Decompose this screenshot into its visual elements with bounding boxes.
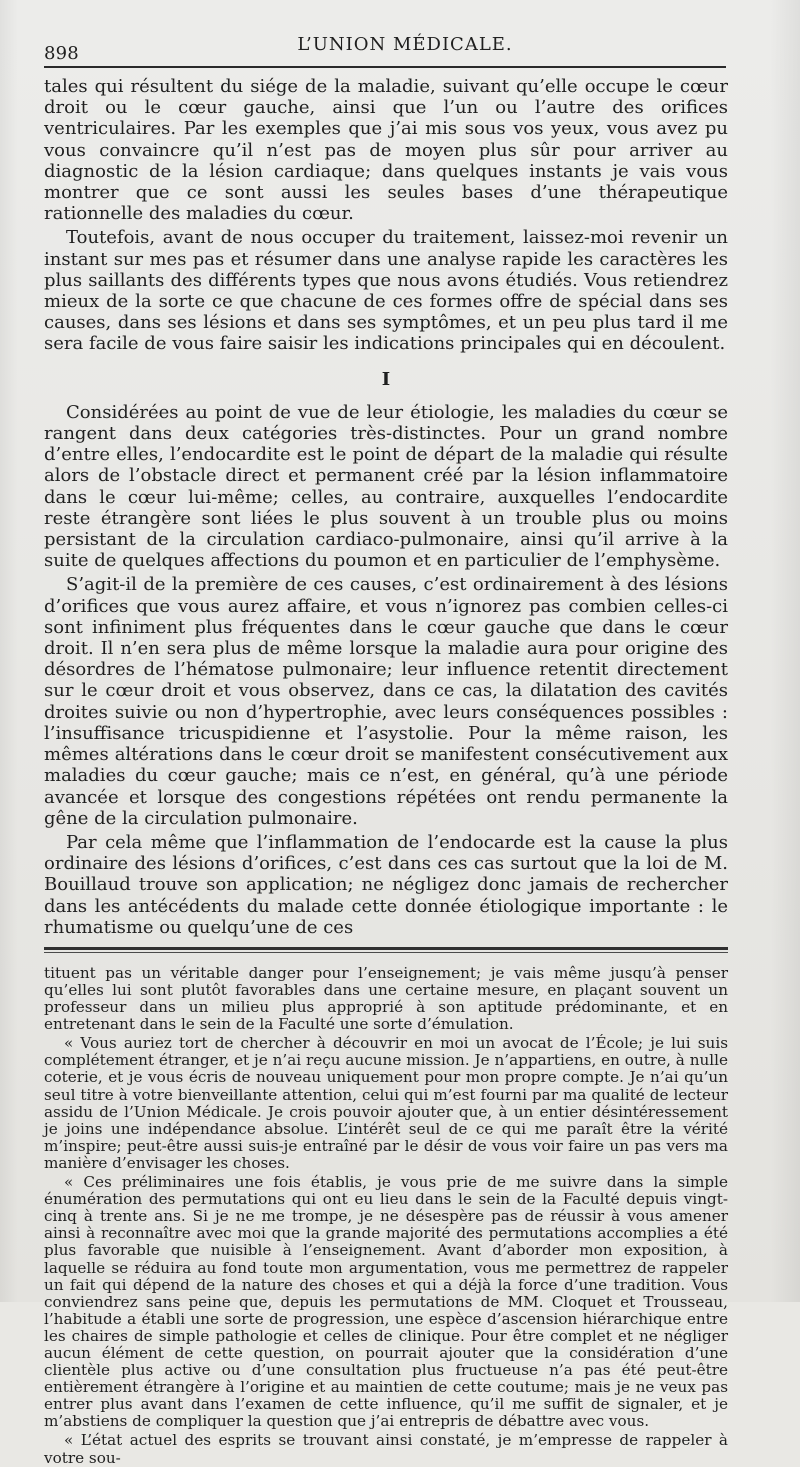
notes-paragraph-3: « Ces préliminaires une fois établis, je vous prie de me suivre dans la simple énumération des permutations qui ont eu lieu dans le sein de la Faculté depuis vingt-cinq à trente ans. Si je ne me trompe, je ne désespère pas de réussir à vous amener ainsi à reconnaître avec moi que la grande majorité des permutations accomplies a été plus favorable que nuisible à l’enseignement. Avant d’aborder mon exposition, à laquelle se réduira au fond toute mon argumentation, vous me permettrez de rappeler un fait qui dépend de la nature des choses et qui a déjà la force d’une tradition. Vous conviendrez sans peine que, depuis les permutations de MM. Cloquet et Trousseau, l’habitude a établi une sorte de progression, une espèce d’ascension hiérarchique entre les chaires de simple pathologie et celles de clinique. Pour être complet et ne négliger aucun élément de cette question, on pourrait ajouter que la considération d’une clientèle plus active ou d’une consultation plus fructueuse n’a pas été peut-être entièrement étrangère à l’origine et au maintien de cette coutume; mais je ne veux pas entrer plus avant dans l’examen de cette influence, qu’il me suffit de signaler, et je m’abstiens de compliquer la question que j’ai entrepris de débattre avec vous. xyxy=(44,1173,728,1431)
main-article xyxy=(44,76,728,938)
section-paragraph-1: Considérées au point de vue de leur étiologie, les maladies du cœur se rangent dans deux catégories très-distinctes. Pour un grand nombre d’entre elles, l’endocardite est le point de départ de la maladie qui résulte alors de l’obstacle direct et permanent créé par la lésion inflammatoire dans le cœur lui-même; celles, au contraire, auxquelles l’endocardite reste étrangère sont liées le plus souvent à un trouble plus ou moins persistant de la circulation cardiaco-pulmonaire, ainsi qu’il arrive à la suite de quelques affections du poumon et en particulier de l’emphysème. xyxy=(44,401,728,572)
notes-divider xyxy=(44,947,728,950)
section-paragraph-3: Par cela même que l’inflammation de l’endocarde est la cause la plus ordinaire des lésions d’orifices, c’est dans ces cas surtout que la loi de M. Bouillaud trouve son application; ne négligez donc jamais de rechercher dans les antécédents du malade cette donnée étiologique importante : le rhumatisme ou quelqu’une de ces xyxy=(44,831,728,938)
notes-paragraph-1: tituent pas un véritable danger pour l’enseignement; je vais même jusqu’à penser qu’elles lui sont plutôt favorables dans une certaine mesure, en plaçant souvent un professeur dans un milieu plus approprié à son aptitude prédominante, et en entretenant dans le sein de la Faculté une sorte d’émulation. xyxy=(44,963,728,1034)
notes-paragraph-2: « Vous auriez tort de chercher à découvrir en moi un avocat de l’École; je lui suis complétement étranger, et je n’ai reçu aucune mission. Je n’appartiens, en outre, à nulle coterie, et je vous écris de nouveau uniquement pour mon propre compte. Je n’ai qu’un seul titre à votre bienveillante attention, celui qui m’est fourni par ma qualité de lecteur assidu de l’Union Médicale. Je crois pouvoir ajouter que, à un entier désintéressement je joins une indépendance absolue. L’intérêt seul de ce qui me paraît être la vérité m’inspire; peut-être aussi suis-je entraîné par le désir de vous voir faire un pas vers ma manière d’envisager les choses. xyxy=(44,1034,728,1172)
page-header xyxy=(44,34,766,64)
page-number: 898 xyxy=(44,43,79,64)
notes-paragraph-4: « L’état actuel des esprits se trouvant ainsi constaté, je m’empresse de rappeler à votre sou- xyxy=(44,1431,728,1467)
letter-continuation xyxy=(44,965,728,1467)
section-paragraph-2: S’agit-il de la première de ces causes, c’est ordinairement à des lésions d’orifices que vous aurez affaire, et vous n’ignorez pas combien celles-ci sont infiniment plus fréquentes dans le cœur gauche que dans le cœur droit. Il n’en sera plus de même lorsque la maladie aura pour origine des désordres de l’hématose pulmonaire; leur influence retentit directement sur le cœur droit et vous observez, dans ce cas, la dilatation des cavités droites suivie ou non d’hypertrophie, avec leurs conséquences possibles : l’insuffisance tricuspidienne et l’asystolie. Pour la même raison, les mêmes altérations dans le cœur droit se manifestent consécutivement aux maladies du cœur gauche; mais ce n’est, en général, qu’à une période avancée et lorsque des congestions répétées ont rendu permanente la gêne de la circulation pulmonaire. xyxy=(44,574,728,829)
article-paragraph-1: tales qui résultent du siége de la maladie, suivant qu’elle occupe le cœur droit ou le cœur gauche, ainsi que l’un ou l’autre des orifices ventriculaires. Par les exemples que j’ai mis sous vos yeux, vous avez pu vous convaincre qu’il n’est pas de moyen plus sûr pour arriver au diagnostic de la lésion cardiaque; dans quelques instants je vais vous montrer que ce sont aussi les seules bases d’une thérapeutique rationnelle des maladies du cœur. xyxy=(44,76,728,225)
article-paragraph-2: Toutefois, avant de nous occuper du traitement, laissez-moi revenir un instant sur mes pas et résumer dans une analyse rapide les caractères les plus saillants des différents types que nous avons étudiés. Vous retiendrez mieux de la sorte ce que chacune de ces formes offre de spécial dans ses causes, dans ses lésions et dans ses symptômes, et un peu plus tard il me sera facile de vous faire saisir les indications principales qui en découlent. xyxy=(44,227,728,355)
header-rule xyxy=(44,66,726,68)
notes-divider-thin xyxy=(44,952,728,953)
section-heading: I xyxy=(381,368,391,390)
running-head: L’UNION MÉDICALE. xyxy=(297,34,513,55)
